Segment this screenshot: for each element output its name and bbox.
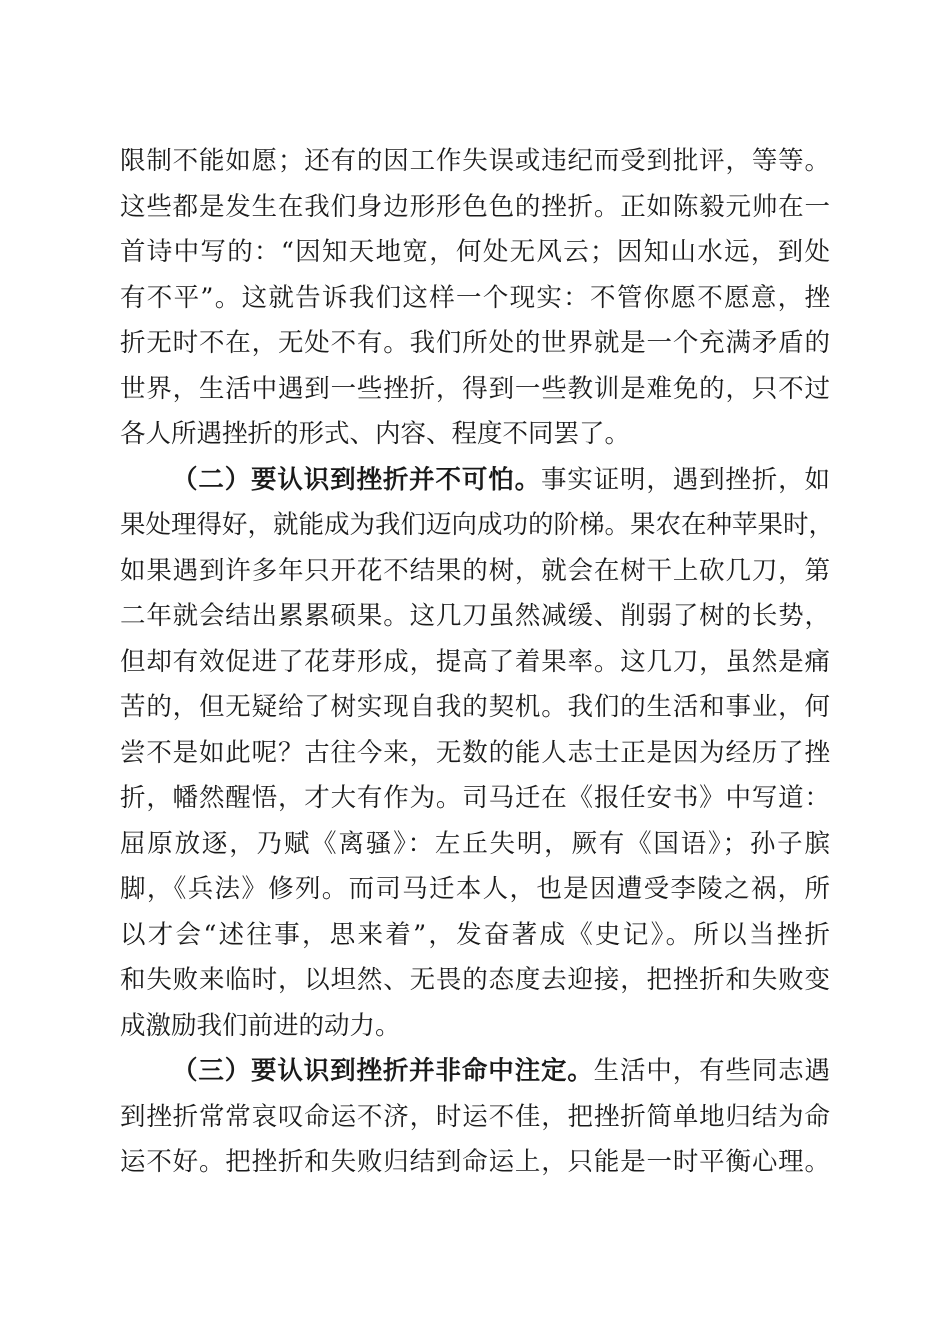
text-line: 首诗中写的：“因知天地宽，何处无风云；因知山水远，到处 (120, 237, 830, 267)
text-line: 果处理得好，就能成为我们迈向成功的阶梯。果农在种苹果时， (120, 510, 835, 540)
text-line: 二年就会结出累累硕果。这几刀虽然减缓、削弱了树的长势， (120, 601, 830, 631)
paragraph-first-line (120, 1049, 830, 1095)
paragraph-1 (120, 139, 830, 458)
text-line: 屈原放逐，乃赋《离骚》：左丘失明，厥有《国语》；孙子膑 (120, 828, 830, 859)
paragraph-2 (120, 458, 835, 1050)
body-text (120, 139, 835, 1186)
text-run: 生活中，有些同志遇 (593, 1056, 830, 1086)
text-line: 有不平”。这就告诉我们这样一个现实：不管你愿不愿意，挫 (120, 282, 830, 313)
text-line: 以才会“述往事，思来着”，发奋著成《史记》。所以当挫折 (120, 919, 830, 950)
text-line: 折无时不在，无处不有。我们所处的世界就是一个充满矛盾的 (120, 328, 830, 358)
text-line: 成激励我们前进的动力。 (120, 1010, 401, 1041)
text-line: 各人所遇挫折的形式、内容、程度不同罢了。 (120, 419, 631, 449)
section-heading: （三）要认识到挫折并非命中注定。 (172, 1056, 594, 1086)
text-line: 脚，《兵法》修列。而司马迁本人，也是因遭受李陵之祸，所 (120, 874, 830, 904)
text-line: 苦的，但无疑给了树实现自我的契机。我们的生活和事业，何 (120, 692, 830, 722)
text-line: 运不好。把挫折和失败归结到命运上，只能是一时平衡心理。 (120, 1147, 830, 1177)
text-line: 如果遇到许多年只开花不结果的树，就会在树干上砍几刀，第 (120, 555, 830, 586)
text-line: 到挫折常常哀叹命运不济，时运不佳，把挫折简单地归结为命 (120, 1101, 830, 1132)
text-line: 尝不是如此呢？古往今来，无数的能人志士正是因为经历了挫 (120, 737, 830, 768)
text-run: 事实证明，遇到挫折，如 (540, 464, 830, 495)
paragraph-first-line (120, 458, 830, 504)
section-heading: （二）要认识到挫折并不可怕。 (172, 464, 541, 495)
text-line: 但却有效促进了花芽形成，提高了着果率。这几刀，虽然是痛 (120, 646, 830, 677)
text-line: 和失败来临时，以坦然、无畏的态度去迎接，把挫折和失败变 (120, 965, 830, 995)
text-line: 折，幡然醒悟，才大有作为。司马迁在《报任安书》中写道： (120, 783, 830, 813)
paragraph-3 (120, 1049, 830, 1186)
text-line: 限制不能如愿；还有的因工作失误或违纪而受到批评，等等。 (120, 146, 830, 176)
text-line: 这些都是发生在我们身边形形色色的挫折。正如陈毅元帅在一 (120, 191, 830, 222)
text-line: 世界，生活中遇到一些挫折，得到一些教训是难免的，只不过 (120, 373, 830, 404)
